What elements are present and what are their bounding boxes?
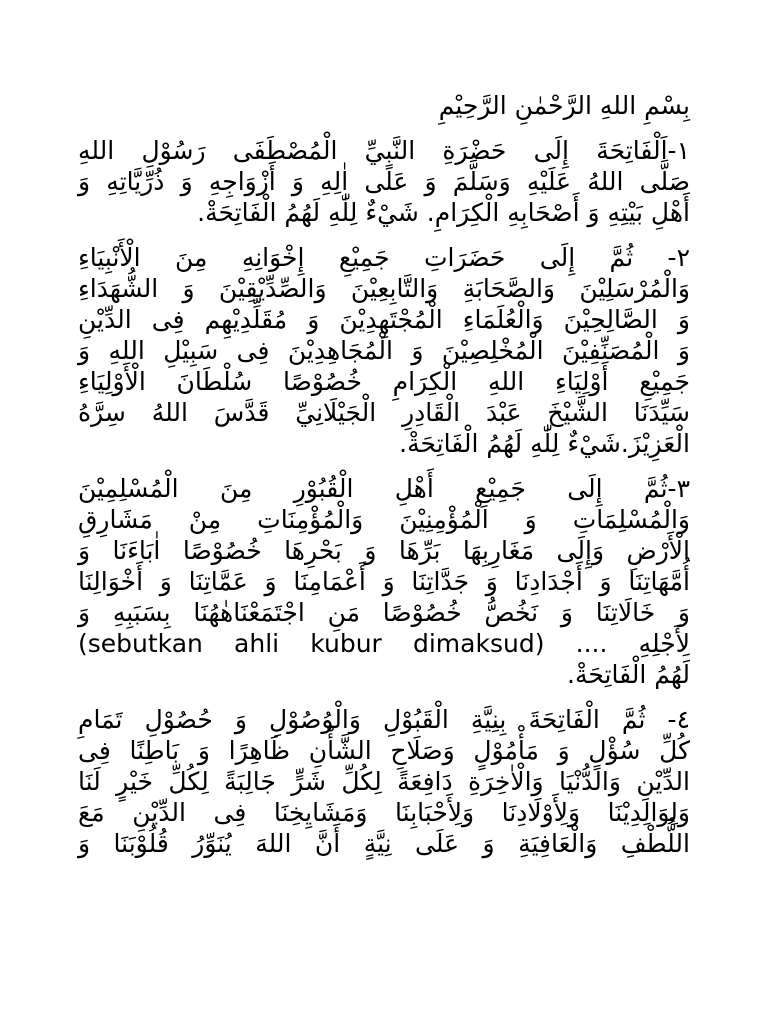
- mixed-line-arabic: لِأَجْلِهِ: [638, 629, 690, 658]
- paragraph-closing: لَهُمُ الْفَاتِحَةْ.: [567, 660, 690, 689]
- paragraph-line: وَ خَالَاتِنَا وَ نَخُصُّ خُصُوْصًا مَنِ اجْتَمَعْنَاهٰهُنَا بِسَبَبِهِ وَ: [78, 598, 690, 627]
- paragraph-line: ٢- ثُمَّ إِلَى حَضَرَاتِ جَمِيْعِ إِخْوَانِهِ مِنَ الْأَنْبِيَاءِ: [78, 243, 690, 272]
- paragraph-3: [78, 473, 690, 690]
- mixed-line: [78, 628, 690, 659]
- paragraph-line: صَلَّى اللهُ عَلَيْهِ وَسَلَّمَ وَ عَلَى اٰلِهِ وَ أَزْوَاجِهِ وَ ذُرِّيَّاتِهِ وَ: [78, 167, 690, 196]
- mixed-line-latin-note: (sebutkan ahli kubur dimaksud) ....: [78, 629, 608, 658]
- paragraph-line: كُلِّ سُؤْلٍ وَ مَأْمُوْلٍ وَصَلَاحِ الشَّأْنِ ظَاهِرًا وَ بَاطِنًا فِى: [78, 736, 690, 765]
- paragraph-2: [78, 242, 690, 459]
- paragraph-line: وَالْمُسْلِمَاتِ وَ الْمُؤْمِنِيْنَ وَالْمُؤْمِنَاتِ مِنْ مَشَارِقِ: [78, 505, 690, 534]
- paragraph-line: ٣-ثُمَّ إِلَى جَمِيْعِ أَهْلِ الْقُبُوْرِ مِنَ الْمُسْلِمِيْنَ: [78, 474, 690, 503]
- bismillah-heading: بِسْمِ اللهِ الرَّحْمٰنِ الرَّحِيْمِ: [438, 91, 690, 120]
- paragraph-line: ٤- ثُمَّ الْفَاتِحَةَ بِنِيَّةِ الْقَبُوْلِ وَالْوُصُوْلِ وَ حُصُوْلِ تَمَامِ: [78, 705, 690, 734]
- paragraph-line: أُمَّهَاتِنَا وَ أَجْدَادِنَا وَ جَدَّاتِنَا وَ أَعْمَامِنَا وَ عَمَّاتِنَا وَ أَخْوَالِنَا: [78, 567, 690, 596]
- paragraph-line: الدِّيْنِ وَالدُّنْيَا وَالْاٰخِرَةِ دَافِعَةً لِكُلِّ شَرٍّ جَالِبَةً لِكُلِّ خَيْرٍ لَنَا: [78, 767, 690, 796]
- paragraph-line: ١-اَلْفَاتِحَةَ إِلَى حَضْرَةِ النَّبِيِّ الْمُصْطَفَى رَسُوْلِ اللهِ: [78, 136, 690, 165]
- paragraph-line: وَ الْمُصَنِّفِيْنَ الْمُخْلِصِيْنَ وَ الْمُجَاهِدِيْنَ فِى سَبِيْلِ اللهِ وَ: [78, 336, 690, 365]
- paragraph-1: [78, 135, 690, 228]
- paragraph-line: جَمِيْعِ أَوْلِيَاءِ اللهِ الْكِرَامِ خُصُوْصًا سُلْطَانَ الْأَوْلِيَاءِ: [78, 367, 690, 396]
- paragraph-line: وَ الصَّالِحِيْنَ وَالْعُلَمَاءِ الْمُجْتَهِدِيْنَ وَ مُقَلِّدِيْهِم فِى الدِّيْنِ: [78, 305, 690, 334]
- paragraph-line: سَيِّدَنَا الشَّيْخَ عَبْدَ الْقَادِرِ الْجَيْلَانِيِّ قَدَّسَ اللهُ سِرَّهُ: [78, 398, 690, 427]
- paragraph-line: الْعَزِيْزَ.شَيْءٌ لِلّٰهِ لَهُمُ الْفَاتِحَةْ.: [399, 429, 690, 458]
- paragraph-line: وَلِوَالِدِيْنَا وَلِأَوْلَادِنَا وَلِأَحْبَابِنَا وَمَشَايِخِنَا فِى الدِّيْنِ مَعَ: [78, 798, 690, 827]
- paragraph-line: أَهْلِ بَيْتِهِ وَ أَصْحَابِهِ الْكِرَامِ. شَيْءٌ لِلّٰهِ لَهُمُ الْفَاتِحَةْ.: [197, 198, 690, 227]
- paragraph-line: الْأَرْضِ وَإِلَى مَغَارِبِهَا بَرِّهَا وَ بَحْرِهَا خُصُوْصًا اٰبَاءَنَا وَ: [78, 536, 690, 565]
- paragraph-line: اللُّطْفِ وَالْعَافِيَةِ وَ عَلَى نِيَّةٍ أَنَّ اللهَ يُنَوِّرُ قُلُوْبَنَا وَ: [78, 829, 690, 858]
- paragraph-4: [78, 704, 690, 859]
- paragraph-line: وَالْمُرْسَلِيْنَ وَالصَّحَابَةِ وَالتَّابِعِيْنَ وَالصِّدِّيْقِيْنَ وَ الشُّهَدَاءِ: [78, 274, 690, 303]
- document-page: [78, 90, 690, 873]
